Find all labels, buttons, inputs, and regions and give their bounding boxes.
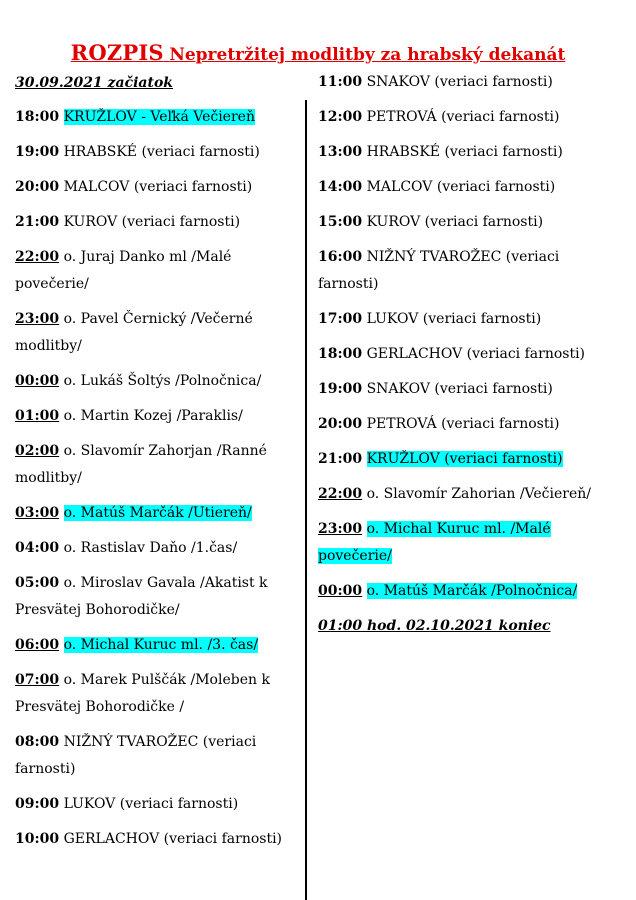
schedule-entry — [15, 632, 295, 659]
entry-text: o. Miroslav Gavala /Akatist k Presvätej Bohorodičke/ — [15, 575, 268, 618]
entry-time: 15:00 — [318, 214, 363, 230]
schedule-entry — [318, 209, 623, 236]
entry-text: o. Matúš Marčák /Polnočnica/ — [366, 583, 578, 599]
entry-text: GERLACHOV (veriaci farnosti) — [63, 831, 283, 847]
entry-time: 11:00 — [318, 74, 363, 90]
schedule-entry — [15, 306, 295, 360]
entry-text: o. Slavomír Zahorian /Večiereň/ — [366, 486, 591, 502]
entry-time: 08:00 — [15, 734, 60, 750]
entry-time: 23:00 — [318, 521, 363, 537]
entry-time: 21:00 — [15, 214, 60, 230]
schedule-entry — [318, 481, 623, 508]
entry-time: 19:00 — [318, 381, 363, 397]
entry-time: 07:00 — [15, 672, 60, 688]
end-label: 01:00 hod. 02.10.2021 koniec — [318, 618, 551, 634]
entry-text: o. Michal Kuruc ml. /3. čas/ — [63, 637, 259, 653]
entry-time: 17:00 — [318, 311, 363, 327]
column-divider — [305, 100, 307, 900]
schedule-entry — [15, 368, 295, 395]
entry-text: MALCOV (veriaci farnosti) — [63, 179, 253, 195]
entry-time: 09:00 — [15, 796, 60, 812]
entry-text: KRUŽLOV - Veľká Večiereň — [63, 109, 255, 125]
entry-text: SNAKOV (veriaci farnosti) — [366, 74, 553, 90]
entry-text: o. Matúš Marčák /Utiereň/ — [63, 505, 252, 521]
entry-time: 22:00 — [318, 486, 363, 502]
entry-time: 04:00 — [15, 540, 60, 556]
schedule-entry — [15, 791, 295, 818]
entry-time: 00:00 — [15, 373, 60, 389]
entry-text: LUKOV (veriaci farnosti) — [63, 796, 239, 812]
entry-text: MALCOV (veriaci farnosti) — [366, 179, 556, 195]
entry-text: PETROVÁ (veriaci farnosti) — [366, 109, 560, 125]
entry-time: 20:00 — [318, 416, 363, 432]
schedule-left-column — [15, 70, 295, 861]
entry-text: o. Marek Pulščák /Moleben k Presvätej Bohorodičke / — [15, 672, 270, 715]
entry-time: 13:00 — [318, 144, 363, 160]
schedule-entry — [318, 69, 623, 96]
schedule-entry — [15, 535, 295, 562]
schedule-entry — [15, 209, 295, 236]
entry-time: 22:00 — [15, 249, 60, 265]
schedule-entry — [15, 174, 295, 201]
end-marker — [318, 613, 623, 640]
entry-time: 18:00 — [318, 346, 363, 362]
schedule-entry — [318, 244, 623, 298]
entry-text: o. Pavel Černický /Večerné modlitby/ — [15, 311, 253, 354]
entry-time: 16:00 — [318, 249, 363, 265]
entry-text: o. Rastislav Daňo /1.čas/ — [63, 540, 238, 556]
entry-time: 00:00 — [318, 583, 363, 599]
schedule-entry — [15, 403, 295, 430]
schedule-entry — [15, 570, 295, 624]
entry-time: 21:00 — [318, 451, 363, 467]
schedule-entry — [15, 729, 295, 783]
entry-time: 23:00 — [15, 311, 60, 327]
entry-time: 14:00 — [318, 179, 363, 195]
schedule-entry — [318, 578, 623, 605]
schedule-entry — [15, 826, 295, 853]
schedule-entry — [318, 139, 623, 166]
entry-time: 02:00 — [15, 443, 60, 459]
entry-text: o. Slavomír Zahorjan /Ranné modlitby/ — [15, 443, 267, 486]
schedule-entry — [318, 376, 623, 403]
schedule-entry — [318, 411, 623, 438]
entry-time: 05:00 — [15, 575, 60, 591]
schedule-right-column — [318, 69, 623, 648]
schedule-entry — [15, 667, 295, 721]
schedule-entry — [318, 104, 623, 131]
entry-text: o. Martin Kozej /Paraklis/ — [63, 408, 243, 424]
schedule-entry — [318, 446, 623, 473]
entry-time: 18:00 — [15, 109, 60, 125]
page-title — [0, 40, 636, 65]
entry-time: 20:00 — [15, 179, 60, 195]
entry-time: 03:00 — [15, 505, 60, 521]
entry-text: NIŽNÝ TVAROŽEC (veriaci farnosti) — [318, 249, 560, 292]
schedule-entry — [318, 341, 623, 368]
schedule-entry — [15, 500, 295, 527]
start-marker — [15, 70, 295, 97]
title-main: ROZPIS — [70, 40, 164, 65]
start-label: 30.09.2021 začiatok — [15, 75, 173, 91]
schedule-entry — [318, 174, 623, 201]
entry-text: HRABSKÉ (veriaci farnosti) — [63, 144, 260, 160]
entry-text: KUROV (veriaci farnosti) — [63, 214, 241, 230]
entry-text: KUROV (veriaci farnosti) — [366, 214, 544, 230]
entry-time: 01:00 — [15, 408, 60, 424]
entry-text: KRUŽLOV (veriaci farnosti) — [366, 451, 563, 467]
entry-text: SNAKOV (veriaci farnosti) — [366, 381, 553, 397]
entry-time: 06:00 — [15, 637, 60, 653]
entry-time: 12:00 — [318, 109, 363, 125]
entry-text: LUKOV (veriaci farnosti) — [366, 311, 542, 327]
schedule-entry — [15, 139, 295, 166]
entry-text: o. Juraj Danko ml /Malé povečerie/ — [15, 249, 232, 292]
entry-time: 19:00 — [15, 144, 60, 160]
schedule-entry — [318, 306, 623, 333]
schedule-entry — [15, 244, 295, 298]
entry-text: GERLACHOV (veriaci farnosti) — [366, 346, 586, 362]
entry-text: o. Michal Kuruc ml. /Malé povečerie/ — [318, 521, 551, 564]
entry-text: NIŽNÝ TVAROŽEC (veriaci farnosti) — [15, 734, 257, 777]
schedule-entry — [15, 104, 295, 131]
entry-time: 10:00 — [15, 831, 60, 847]
entry-text: HRABSKÉ (veriaci farnosti) — [366, 144, 563, 160]
entry-text: PETROVÁ (veriaci farnosti) — [366, 416, 560, 432]
title-sub: Nepretržitej modlitby za hrabský dekanát — [169, 45, 566, 65]
entry-text: o. Lukáš Šoltýs /Polnočnica/ — [63, 373, 262, 389]
schedule-entry — [318, 516, 623, 570]
schedule-entry — [15, 438, 295, 492]
